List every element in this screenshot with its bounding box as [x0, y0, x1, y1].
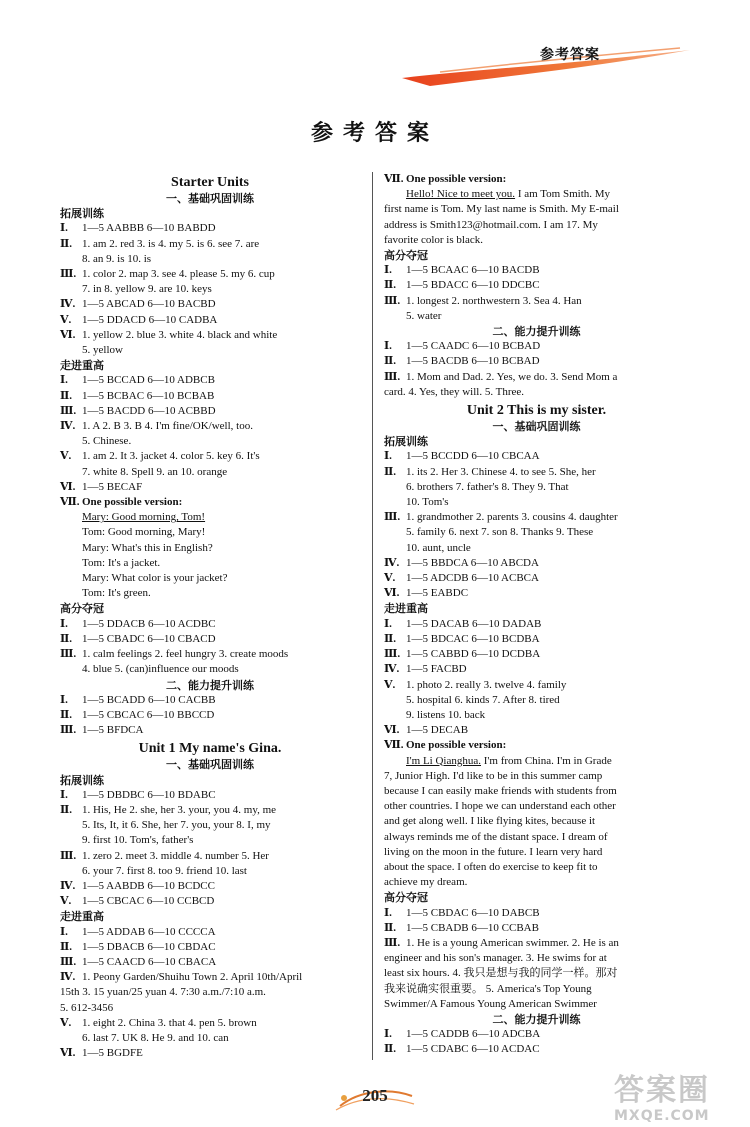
- answer-text: 1—5 BCCDD 6—10 CBCAA: [406, 450, 540, 463]
- answer-continuation: [384, 951, 689, 966]
- essay-text: living on the moon in the future. I learn very hard: [384, 845, 603, 858]
- roman-numeral: Ⅱ.: [384, 921, 397, 934]
- answer-text: 1—5 CBDAC 6—10 DABCB: [406, 906, 540, 919]
- answer-text: 1—5 CDABC 6—10 ACDAC: [406, 1043, 540, 1056]
- answer-text: Mary: What color is your jacket?: [82, 572, 228, 585]
- answer-text: 1—5 CBCAC 6—10 BBCCD: [82, 708, 215, 721]
- answer-continuation: [60, 833, 360, 848]
- answer-row: [60, 788, 360, 803]
- roman-numeral: Ⅴ.: [60, 450, 72, 463]
- roman-numeral: Ⅱ.: [384, 1043, 397, 1056]
- column-divider: [372, 172, 373, 1060]
- answer-continuation: [384, 385, 689, 400]
- essay-line: [384, 875, 689, 890]
- answer-text: 1—5 BDCAC 6—10 BCDBA: [406, 632, 540, 645]
- answer-text: 7. white 8. Spell 9. an 10. orange: [82, 465, 228, 478]
- answer-continuation: [60, 343, 360, 358]
- header-label: 参考答案: [540, 47, 600, 63]
- answer-text: least six hours. 4. 我只是想与我的同学一样。那对: [384, 967, 618, 980]
- roman-numeral: Ⅱ.: [60, 940, 73, 953]
- page-number: 205: [362, 1086, 388, 1105]
- roman-numeral: Ⅰ.: [60, 617, 68, 630]
- answer-row: [384, 662, 689, 677]
- roman-numeral: Ⅰ.: [384, 1028, 392, 1041]
- roman-numeral: Ⅳ.: [60, 879, 76, 892]
- answer-text: 1—5 DDACB 6—10 ACDBC: [82, 617, 216, 630]
- subsection-title: 拓展训练: [60, 773, 104, 787]
- answer-row: [384, 294, 689, 309]
- section-title: 二、能力提升训练: [492, 1012, 581, 1026]
- answer-row: [60, 328, 360, 343]
- roman-numeral: Ⅲ.: [384, 936, 401, 949]
- roman-numeral: Ⅰ.: [384, 906, 392, 919]
- answer-continuation: [384, 966, 689, 981]
- answer-row: [384, 738, 689, 753]
- roman-numeral: Ⅴ.: [60, 895, 72, 908]
- answer-row: [60, 647, 360, 662]
- answer-continuation: [60, 586, 360, 601]
- answer-row: [384, 278, 689, 293]
- answer-text: 1—5 BACDB 6—10 BCBAD: [406, 355, 540, 368]
- watermark-url: MXQE.COM: [614, 1108, 710, 1124]
- roman-numeral: Ⅳ.: [60, 298, 76, 311]
- essay-text: I'm from China. I'm in Grade: [481, 754, 612, 767]
- answer-text: One possible version:: [406, 739, 507, 752]
- roman-numeral: Ⅴ.: [384, 678, 396, 691]
- roman-numeral: Ⅲ.: [384, 370, 401, 383]
- essay-text: I am Tom Smith. My: [515, 188, 611, 201]
- roman-numeral: Ⅰ.: [384, 264, 392, 277]
- essay-line: [384, 814, 689, 829]
- roman-numeral: Ⅱ.: [60, 803, 73, 816]
- answer-continuation: [384, 309, 689, 324]
- roman-numeral: Ⅰ.: [60, 925, 68, 938]
- answer-text: 1—5 BGDFE: [82, 1047, 143, 1060]
- answer-continuation: [60, 1001, 360, 1016]
- roman-numeral: Ⅵ.: [60, 480, 76, 493]
- roman-numeral: Ⅵ.: [384, 587, 400, 600]
- answer-row: [60, 879, 360, 894]
- answer-text: 6. last 7. UK 8. He 9. and 10. can: [82, 1031, 229, 1044]
- roman-numeral: Ⅱ.: [384, 355, 397, 368]
- roman-numeral: Ⅱ.: [384, 279, 397, 292]
- answer-continuation: [60, 1031, 360, 1046]
- roman-numeral: Ⅲ.: [60, 955, 77, 968]
- essay-text: I'm Li Qianghua.: [406, 754, 481, 767]
- roman-numeral: Ⅰ.: [60, 374, 68, 387]
- answer-continuation: [384, 997, 689, 1012]
- answer-text: 1—5 CAADC 6—10 BCBAD: [406, 340, 541, 353]
- roman-numeral: Ⅰ.: [384, 450, 392, 463]
- roman-numeral: Ⅱ.: [60, 389, 73, 402]
- answer-text: 1—5 BCADD 6—10 CACBB: [82, 693, 216, 706]
- answer-continuation: [384, 495, 689, 510]
- answer-row: [60, 373, 360, 388]
- answer-row: [384, 172, 689, 187]
- answer-row: [60, 723, 360, 738]
- page-header: [400, 42, 700, 92]
- essay-line: [384, 187, 689, 202]
- answer-text: 5. 612-3456: [60, 1001, 114, 1014]
- answer-row: [60, 803, 360, 818]
- roman-numeral: Ⅱ.: [60, 708, 73, 721]
- left-column: [60, 172, 360, 1061]
- essay-line: [384, 218, 689, 233]
- answer-row: [60, 389, 360, 404]
- essay-line: [384, 860, 689, 875]
- answer-continuation: [384, 708, 689, 723]
- roman-numeral: Ⅳ.: [60, 420, 76, 433]
- answer-text: 1. Peony Garden/Shuihu Town 2. April 10th/April: [82, 971, 303, 984]
- answer-row: [60, 449, 360, 464]
- answer-text: 我来说确实很重要。 5. America's Top Young: [384, 982, 592, 995]
- subsection-title: 高分夺冠: [384, 249, 428, 263]
- answer-row: [60, 617, 360, 632]
- answer-continuation: [60, 252, 360, 267]
- answer-text: 1—5 CABBD 6—10 DCDBA: [406, 648, 541, 661]
- answer-text: 1—5 ABCAD 6—10 BACBD: [82, 298, 216, 311]
- answer-text: 1. yellow 2. blue 3. white 4. black and white: [82, 328, 278, 341]
- essay-paragraph: [384, 754, 689, 891]
- essay-line: [384, 769, 689, 784]
- essay-text: always reminds me of the distant space. I dream of: [384, 830, 608, 843]
- answer-text: 7. in 8. yellow 9. are 10. keys: [82, 283, 212, 296]
- essay-text: achieve my dream.: [384, 876, 468, 889]
- answer-text: 4. blue 5. (can)influence our moods: [82, 663, 239, 676]
- answer-text: 1—5 DBACB 6—10 CBDAC: [82, 940, 216, 953]
- answer-row: [384, 647, 689, 662]
- roman-numeral: Ⅲ.: [384, 294, 401, 307]
- roman-numeral: Ⅲ.: [60, 724, 77, 737]
- subsection-title: 拓展训练: [60, 207, 104, 221]
- answer-text: 1—5 ADDAB 6—10 CCCCA: [82, 925, 216, 938]
- unit-title: Unit 2 This is my sister.: [466, 403, 607, 419]
- answer-text: 1—5 DBDBC 6—10 BDABC: [82, 788, 216, 801]
- answer-row: [60, 894, 360, 909]
- unit-title: Starter Units: [171, 175, 249, 190]
- roman-numeral: Ⅰ.: [60, 693, 68, 706]
- answer-row: [384, 906, 689, 921]
- answer-continuation: [384, 541, 689, 556]
- answer-text: 1. calm feelings 2. feel hungry 3. create moods: [82, 648, 289, 661]
- answer-row: [60, 925, 360, 940]
- roman-numeral: Ⅰ.: [60, 222, 68, 235]
- answer-text: 1. eight 2. China 3. that 4. pen 5. brown: [82, 1016, 257, 1029]
- essay-line: [384, 754, 689, 769]
- answer-row: [384, 632, 689, 647]
- answer-text: 1—5 BCAAC 6—10 BACDB: [406, 264, 540, 277]
- answer-text: 1—5 AABBB 6—10 BABDD: [82, 222, 216, 235]
- answer-continuation: [384, 525, 689, 540]
- answer-text: 8. an 9. is 10. is: [82, 252, 152, 265]
- answer-row: [60, 955, 360, 970]
- answer-text: Swimmer/A Famous Young American Swimmer: [384, 997, 597, 1010]
- answer-text: 1—5 DECAB: [406, 724, 469, 737]
- answer-text: 5. Its, It, it 6. She, her 7. you, your 8. I, my: [82, 819, 271, 832]
- answer-row: [384, 370, 689, 385]
- answer-text: 1—5 AABDB 6—10 BCDCC: [82, 879, 215, 892]
- answer-row: [60, 632, 360, 647]
- answer-text: 1. He is a young American swimmer. 2. He is an: [406, 936, 619, 949]
- answer-text: 9. first 10. Tom's, father's: [82, 834, 194, 847]
- answer-row: [384, 354, 689, 369]
- section-title: 二、能力提升训练: [492, 325, 581, 339]
- answer-text: 1—5 CAACD 6—10 CBACA: [82, 955, 217, 968]
- subsection-title: 拓展训练: [384, 435, 428, 449]
- answer-text: 1. longest 2. northwestern 3. Sea 4. Han: [406, 294, 582, 307]
- section-title: 一、基础巩固训练: [166, 192, 254, 205]
- essay-line: [384, 845, 689, 860]
- answer-continuation: [384, 693, 689, 708]
- answer-continuation: [60, 571, 360, 586]
- answer-row: [384, 921, 689, 936]
- answer-text: 15th 3. 15 yuan/25 yuan 4. 7:30 a.m./7:10 a.m.: [60, 986, 266, 999]
- answer-row: [384, 263, 689, 278]
- subsection-title: 走进重高: [60, 910, 104, 924]
- roman-numeral: Ⅰ.: [60, 788, 68, 801]
- answer-row: [384, 936, 689, 951]
- watermark: [614, 1074, 710, 1124]
- roman-numeral: Ⅱ.: [384, 632, 397, 645]
- answer-row: [60, 1016, 360, 1031]
- answer-row: [60, 267, 360, 282]
- answer-row: [384, 678, 689, 693]
- answer-text: One possible version:: [406, 173, 507, 185]
- right-column: [384, 172, 689, 1058]
- answer-text: 5. hospital 6. kinds 7. After 8. tired: [406, 693, 560, 706]
- answer-text: 1—5 BFDCA: [82, 724, 144, 737]
- answer-text: 1—5 DACAB 6—10 DADAB: [406, 617, 542, 630]
- essay-text: address is Smith123@hotmail.com. I am 17. My: [384, 218, 598, 231]
- answer-continuation: [384, 982, 689, 997]
- roman-numeral: Ⅲ.: [60, 268, 77, 281]
- answer-text: 1—5 CBCAC 6—10 CCBCD: [82, 895, 215, 908]
- essay-line: [384, 830, 689, 845]
- section-title: 一、基础巩固训练: [166, 758, 254, 772]
- page-title: 参考答案: [310, 121, 439, 146]
- answer-text: 1—5 EABDC: [406, 587, 469, 600]
- roman-numeral: Ⅵ.: [60, 328, 76, 341]
- roman-numeral: Ⅱ.: [60, 632, 73, 645]
- subsection-title: 高分夺冠: [384, 891, 428, 905]
- answer-text: 5. yellow: [82, 344, 123, 357]
- answer-text: 1—5 BCCAD 6—10 ADBCB: [82, 374, 215, 387]
- answer-row: [60, 1046, 360, 1061]
- answer-text: 1—5 CBADB 6—10 CCBAB: [406, 921, 539, 934]
- answer-text: 1. Mom and Dad. 2. Yes, we do. 3. Send Mom a: [406, 370, 618, 383]
- essay-line: [384, 799, 689, 814]
- roman-numeral: Ⅵ.: [60, 1047, 76, 1060]
- answer-row: [60, 297, 360, 312]
- answer-text: 10. aunt, uncle: [406, 541, 471, 554]
- answer-text: 6. your 7. first 8. too 9. friend 10. last: [82, 864, 247, 877]
- subsection-title: 走进重高: [60, 359, 104, 373]
- subsection-title: 高分夺冠: [60, 602, 104, 616]
- section-title: 一、基础巩固训练: [492, 420, 581, 434]
- answer-continuation: [60, 465, 360, 480]
- answer-text: One possible version:: [82, 496, 183, 509]
- answer-row: [384, 510, 689, 525]
- roman-numeral: Ⅶ.: [384, 173, 404, 185]
- answer-row: [384, 1042, 689, 1057]
- answer-text: 6. brothers 7. father's 8. They 9. That: [406, 480, 569, 493]
- answer-row: [384, 723, 689, 738]
- roman-numeral: Ⅳ.: [60, 971, 76, 984]
- roman-numeral: Ⅰ.: [384, 617, 392, 630]
- answer-text: 1. color 2. map 3. see 4. please 5. my 6. cup: [82, 268, 275, 281]
- roman-numeral: Ⅲ.: [60, 849, 77, 862]
- answer-text: 1—5 BDACC 6—10 DDCBC: [406, 279, 540, 292]
- roman-numeral: Ⅶ.: [384, 739, 404, 752]
- answer-text: Mary: What's this in English?: [82, 541, 213, 554]
- essay-text: because I can easily make friends with students from: [384, 784, 617, 797]
- answer-continuation: [60, 818, 360, 833]
- roman-numeral: Ⅲ.: [384, 511, 401, 524]
- section-title: 二、能力提升训练: [166, 678, 254, 692]
- answer-text: 1—5 BCBAC 6—10 BCBAB: [82, 389, 215, 402]
- answer-text: Tom: Good morning, Mary!: [82, 526, 206, 539]
- answer-continuation: [60, 662, 360, 677]
- answer-text: 5. water: [406, 309, 442, 322]
- subsection-title: 走进重高: [384, 602, 428, 616]
- answer-row: [60, 237, 360, 252]
- answer-text: 1—5 ADCDB 6—10 ACBCA: [406, 572, 539, 585]
- answer-row: [384, 449, 689, 464]
- answer-row: [60, 849, 360, 864]
- answer-row: [60, 419, 360, 434]
- answer-text: 1. am 2. It 3. jacket 4. color 5. key 6. It's: [82, 450, 260, 463]
- answer-continuation: [60, 864, 360, 879]
- answer-row: [60, 313, 360, 328]
- answer-text: 9. listens 10. back: [406, 708, 486, 721]
- answer-text: card. 4. Yes, they will. 5. Three.: [384, 385, 525, 398]
- answer-row: [60, 970, 360, 985]
- watermark-logo-text: 答案圈: [614, 1073, 710, 1108]
- roman-numeral: Ⅴ.: [60, 1016, 72, 1029]
- answer-text: Mary: Good morning, Tom!: [82, 511, 206, 524]
- answer-row: [384, 617, 689, 632]
- answer-row: [384, 586, 689, 601]
- roman-numeral: Ⅰ.: [384, 340, 392, 353]
- essay-line: [384, 233, 689, 248]
- answer-text: 1—5 BECAF: [82, 480, 143, 493]
- answer-text: 1—5 DDACD 6—10 CADBA: [82, 313, 218, 326]
- answer-text: 1—5 CBADC 6—10 CBACD: [82, 632, 216, 645]
- answer-row: [60, 221, 360, 236]
- answer-continuation: [60, 985, 360, 1000]
- essay-text: 7, Junior High. I'd like to be in this summer camp: [384, 769, 603, 782]
- answer-row: [60, 495, 360, 510]
- answer-row: [384, 1027, 689, 1042]
- answer-text: 5. Chinese.: [82, 435, 132, 448]
- answer-text: 10. Tom's: [406, 496, 449, 509]
- answer-row: [60, 708, 360, 723]
- roman-numeral: Ⅵ.: [384, 724, 400, 737]
- answer-continuation: [60, 525, 360, 540]
- answer-text: 1—5 FACBD: [406, 663, 467, 676]
- essay-text: favorite color is black.: [384, 233, 483, 246]
- answer-row: [384, 571, 689, 586]
- answer-row: [60, 940, 360, 955]
- answer-text: 1—5 BACDD 6—10 ACBBD: [82, 404, 216, 417]
- answer-continuation: [60, 434, 360, 449]
- answer-row: [60, 693, 360, 708]
- roman-numeral: Ⅲ.: [60, 648, 77, 661]
- answer-continuation: [60, 556, 360, 571]
- answer-text: 1. His, He 2. she, her 3. your, you 4. my, me: [82, 803, 277, 816]
- roman-numeral: Ⅴ.: [60, 313, 72, 326]
- roman-numeral: Ⅱ.: [60, 237, 73, 250]
- roman-numeral: Ⅲ.: [384, 648, 401, 661]
- answer-text: Tom: It's a jacket.: [82, 556, 161, 569]
- roman-numeral: Ⅱ.: [384, 465, 397, 478]
- answer-text: 1. its 2. Her 3. Chinese 4. to see 5. She, her: [406, 465, 596, 478]
- answer-text: 1. A 2. B 3. B 4. I'm fine/OK/well, too.: [82, 420, 253, 433]
- essay-text: other countries. I hope we can understand each other: [384, 800, 616, 813]
- answer-text: 1. am 2. red 3. is 4. my 5. is 6. see 7. are: [82, 237, 260, 250]
- answer-continuation: [60, 541, 360, 556]
- answer-continuation: [60, 282, 360, 297]
- answer-text: 1. grandmother 2. parents 3. cousins 4. daughter: [406, 511, 618, 524]
- answer-text: 5. family 6. next 7. son 8. Thanks 9. These: [406, 526, 594, 539]
- answer-text: Tom: It's green.: [82, 587, 151, 600]
- answer-row: [60, 480, 360, 495]
- essay-text: Hello! Nice to meet you.: [406, 188, 516, 201]
- essay-text: first name is Tom. My last name is Smith. My E-mail: [384, 203, 619, 216]
- answer-text: 1. photo 2. really 3. twelve 4. family: [406, 678, 567, 691]
- answer-text: engineer and his son's manager. 3. He swims for at: [384, 952, 607, 965]
- roman-numeral: Ⅳ.: [384, 556, 400, 569]
- answer-row: [384, 556, 689, 571]
- essay-line: [384, 202, 689, 217]
- answer-text: 1—5 CADDB 6—10 ADCBA: [406, 1028, 541, 1041]
- answer-row: [60, 404, 360, 419]
- answer-row: [384, 465, 689, 480]
- answer-continuation: [60, 510, 360, 525]
- essay-line: [384, 784, 689, 799]
- roman-numeral: Ⅴ.: [384, 572, 396, 585]
- answer-row: [384, 339, 689, 354]
- roman-numeral: Ⅶ.: [60, 496, 80, 509]
- roman-numeral: Ⅳ.: [384, 663, 400, 676]
- roman-numeral: Ⅲ.: [60, 404, 77, 417]
- answer-text: 1. zero 2. meet 3. middle 4. number 5. Her: [82, 849, 269, 862]
- essay-text: and get along well. I like flying kites, because it: [384, 815, 596, 828]
- essay-text: about the space. I often do exercise to keep fit to: [384, 860, 598, 873]
- answer-continuation: [384, 480, 689, 495]
- unit-title: Unit 1 My name's Gina.: [138, 741, 282, 757]
- essay-paragraph: [384, 187, 689, 248]
- answer-text: 1—5 BBDCA 6—10 ABCDA: [406, 556, 539, 569]
